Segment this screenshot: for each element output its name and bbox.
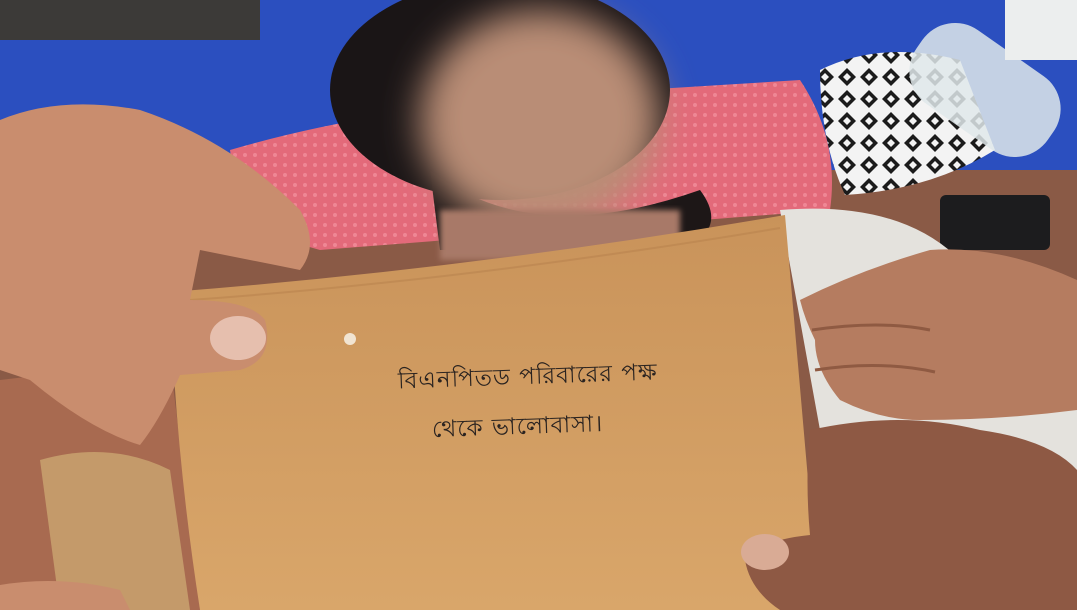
right-thumbnail (741, 534, 789, 570)
white-cloth (1005, 0, 1077, 60)
frame-top (0, 0, 260, 40)
envelope-note-line-2: থেকে ভালোবাসা। (431, 411, 604, 443)
phone (940, 195, 1050, 250)
envelope-note-line-1: বিএনপিতড পরিবারের পক্ষ (397, 359, 659, 395)
envelope-spot (344, 333, 356, 345)
blurred-face (420, 10, 660, 230)
left-thumbnail (210, 316, 266, 360)
